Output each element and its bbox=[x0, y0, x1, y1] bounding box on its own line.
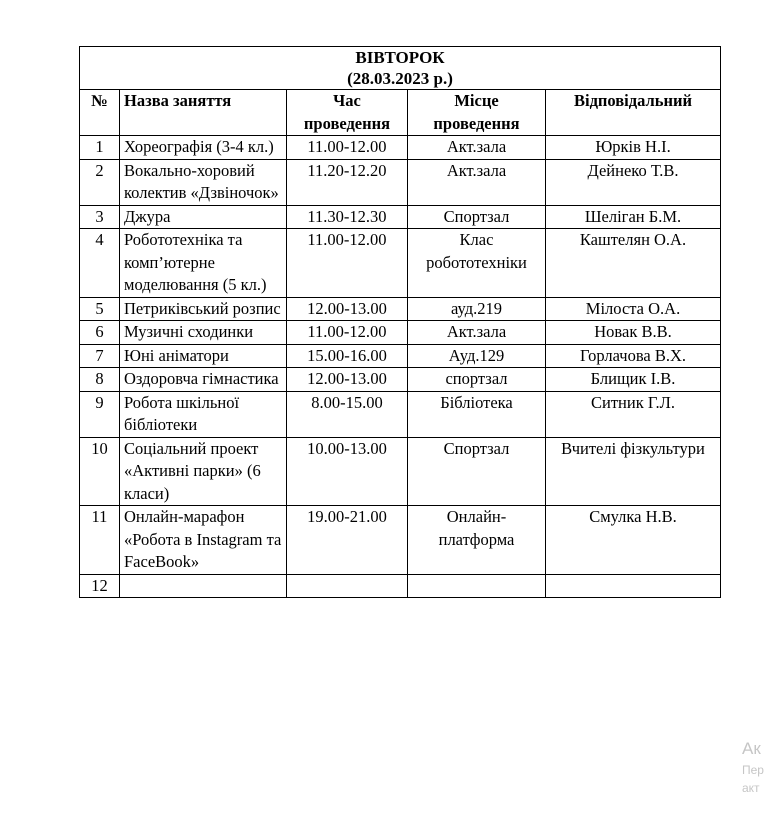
activity-name bbox=[120, 574, 287, 598]
schedule-table bbox=[79, 46, 721, 598]
activity-responsible: Вчителі фізкультури bbox=[546, 437, 721, 506]
activity-time: 11.30-12.30 bbox=[287, 205, 408, 229]
row-number: 3 bbox=[80, 205, 120, 229]
table-row bbox=[80, 136, 721, 160]
activity-name: Соціальний проект «Активні парки» (6 класи) bbox=[120, 437, 287, 506]
activity-place: Спортзал bbox=[408, 205, 546, 229]
table-row bbox=[80, 368, 721, 392]
table-row bbox=[80, 297, 721, 321]
activity-name: Робототехніка та комп’ютерне моделювання (5 кл.) bbox=[120, 229, 287, 298]
header-time: Час проведення bbox=[287, 90, 408, 136]
table-title bbox=[80, 47, 721, 90]
activity-time: 12.00-13.00 bbox=[287, 368, 408, 392]
watermark-line-1: Ак bbox=[742, 739, 761, 758]
activity-name: Онлайн-марафон «Робота в Instagram та FaceBook» bbox=[120, 506, 287, 575]
activity-responsible: Дейнеко Т.В. bbox=[546, 159, 721, 205]
activity-responsible: Горлачова В.Х. bbox=[546, 344, 721, 368]
row-number: 11 bbox=[80, 506, 120, 575]
header-num: № bbox=[80, 90, 120, 136]
activity-responsible: Смулка Н.В. bbox=[546, 506, 721, 575]
row-number: 2 bbox=[80, 159, 120, 205]
header-resp: Відповідальний bbox=[546, 90, 721, 136]
activity-name: Робота шкільної бібліотеки bbox=[120, 391, 287, 437]
header-row bbox=[80, 90, 721, 136]
row-number: 10 bbox=[80, 437, 120, 506]
header-name: Назва заняття bbox=[120, 90, 287, 136]
activity-responsible: Ситник Г.Л. bbox=[546, 391, 721, 437]
activity-time: 11.00-12.00 bbox=[287, 136, 408, 160]
row-number: 7 bbox=[80, 344, 120, 368]
activity-place: Онлайн-платформа bbox=[408, 506, 546, 575]
activity-responsible: Каштелян О.А. bbox=[546, 229, 721, 298]
table-row bbox=[80, 391, 721, 437]
activity-responsible: Новак В.В. bbox=[546, 321, 721, 345]
activity-time: 11.20-12.20 bbox=[287, 159, 408, 205]
table-row bbox=[80, 321, 721, 345]
table-row bbox=[80, 159, 721, 205]
activity-place bbox=[408, 574, 546, 598]
activity-place: Бібліотека bbox=[408, 391, 546, 437]
activity-name: Юні аніматори bbox=[120, 344, 287, 368]
watermark-line-2: Пер bbox=[742, 763, 764, 777]
activity-responsible: Шеліган Б.М. bbox=[546, 205, 721, 229]
header-place: Місце проведення bbox=[408, 90, 546, 136]
table-row bbox=[80, 205, 721, 229]
watermark-line-3: акт bbox=[742, 781, 760, 795]
table-row bbox=[80, 437, 721, 506]
activity-time: 11.00-12.00 bbox=[287, 229, 408, 298]
table-row bbox=[80, 574, 721, 598]
activity-responsible: Блищик І.В. bbox=[546, 368, 721, 392]
row-number: 8 bbox=[80, 368, 120, 392]
table-row bbox=[80, 344, 721, 368]
row-number: 4 bbox=[80, 229, 120, 298]
activity-responsible bbox=[546, 574, 721, 598]
row-number: 6 bbox=[80, 321, 120, 345]
row-number: 1 bbox=[80, 136, 120, 160]
table-row bbox=[80, 506, 721, 575]
activity-place: Акт.зала bbox=[408, 136, 546, 160]
activity-place: Ауд.129 bbox=[408, 344, 546, 368]
activation-watermark bbox=[742, 737, 764, 797]
day-title: ВІВТОРОК bbox=[355, 48, 445, 67]
row-number: 9 bbox=[80, 391, 120, 437]
activity-name: Музичні сходинки bbox=[120, 321, 287, 345]
date-title: (28.03.2023 р.) bbox=[347, 69, 453, 88]
activity-place: Спортзал bbox=[408, 437, 546, 506]
activity-time: 19.00-21.00 bbox=[287, 506, 408, 575]
activity-name: Хореографія (3-4 кл.) bbox=[120, 136, 287, 160]
activity-time: 15.00-16.00 bbox=[287, 344, 408, 368]
activity-place: Акт.зала bbox=[408, 321, 546, 345]
table-row bbox=[80, 229, 721, 298]
activity-place: спортзал bbox=[408, 368, 546, 392]
activity-time: 8.00-15.00 bbox=[287, 391, 408, 437]
activity-time: 10.00-13.00 bbox=[287, 437, 408, 506]
activity-time bbox=[287, 574, 408, 598]
activity-name: Петриківський розпис bbox=[120, 297, 287, 321]
activity-time: 12.00-13.00 bbox=[287, 297, 408, 321]
title-row bbox=[80, 47, 721, 90]
activity-time: 11.00-12.00 bbox=[287, 321, 408, 345]
activity-responsible: Мілоста О.А. bbox=[546, 297, 721, 321]
activity-name: Вокально-хоровий колектив «Дзвіночок» bbox=[120, 159, 287, 205]
activity-place: Клас робототехніки bbox=[408, 229, 546, 298]
activity-place: ауд.219 bbox=[408, 297, 546, 321]
activity-place: Акт.зала bbox=[408, 159, 546, 205]
row-number: 5 bbox=[80, 297, 120, 321]
activity-name: Джура bbox=[120, 205, 287, 229]
activity-name: Оздоровча гімнастика bbox=[120, 368, 287, 392]
activity-responsible: Юрків Н.І. bbox=[546, 136, 721, 160]
row-number: 12 bbox=[80, 574, 120, 598]
